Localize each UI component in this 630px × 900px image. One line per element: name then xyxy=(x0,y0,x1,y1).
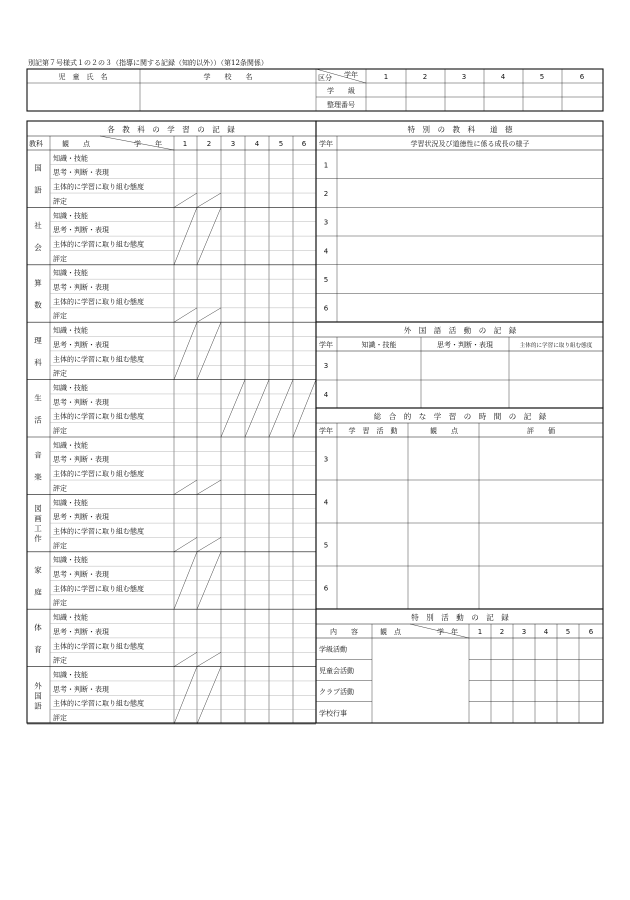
not-applicable-mark xyxy=(174,308,197,322)
col-grade-label: 学 年 xyxy=(134,140,162,148)
criterion-label: 知識・技能 xyxy=(53,211,88,220)
subj-grade-3: 3 xyxy=(230,140,236,148)
document-title: 別記第７号様式１の２の３（指導に関する記録（知的以外））（第12条関係） xyxy=(28,59,268,67)
special-title: 特 別 活 動 の 記 録 xyxy=(411,613,509,622)
subject-name-char: 音 xyxy=(34,450,42,460)
criterion-label: 主体的に学習に取り組む態度 xyxy=(53,527,144,536)
subject-name-char: 図 xyxy=(34,504,42,514)
criterion-label: 主体的に学習に取り組む態度 xyxy=(53,642,144,651)
criterion-label: 主体的に学習に取り組む態度 xyxy=(53,297,144,306)
criterion-label: 思考・判断・表現 xyxy=(53,513,109,522)
criterion-label: 知識・技能 xyxy=(53,556,88,565)
subject-block xyxy=(0,0,316,494)
special-grade-4: 4 xyxy=(543,628,549,636)
integrated-title: 総 合 的 な 学 習 の 時 間 の 記 録 xyxy=(373,412,547,421)
col-subject-label: 教科 xyxy=(29,140,43,148)
foreign-col-attitude: 主体的に学習に取り組む態度 xyxy=(519,343,593,349)
subject-name-char: 社 xyxy=(34,221,42,231)
criterion-label: 主体的に学習に取り組む態度 xyxy=(53,470,144,479)
foreign-row-3: 3 xyxy=(323,362,329,370)
integrated-row-grade: 4 xyxy=(323,498,329,507)
criterion-label: 知識・技能 xyxy=(53,269,88,278)
special-grade-3: 3 xyxy=(521,628,527,636)
criterion-label: 知識・技能 xyxy=(53,154,88,163)
subject-name-char: 体 xyxy=(34,622,42,632)
not-applicable-mark xyxy=(197,537,221,551)
header-grade-6: 6 xyxy=(579,73,585,81)
integrated-table xyxy=(316,408,603,609)
foreign-title: 外 国 語 活 動 の 記 録 xyxy=(403,326,517,335)
criterion-label: 評定 xyxy=(53,599,67,608)
not-applicable-mark xyxy=(197,193,221,207)
subject-name-char: 語 xyxy=(34,701,42,711)
special-item-label: クラブ活動 xyxy=(319,688,354,697)
criterion-label: 評定 xyxy=(53,312,67,321)
integrated-col-activity: 学 習 活 動 xyxy=(348,427,398,435)
header-grade-5: 5 xyxy=(539,73,545,81)
subject-block xyxy=(0,0,316,207)
school-name-label: 学 校 名 xyxy=(203,73,253,81)
foreign-table xyxy=(316,322,603,408)
gakkyu-label: 学 級 xyxy=(327,87,355,95)
moral-title: 特 別 の 教 科 道 徳 xyxy=(407,125,513,134)
foreign-row-4: 4 xyxy=(323,391,329,399)
criterion-label: 評定 xyxy=(53,197,67,206)
subj-grade-6: 6 xyxy=(301,140,307,148)
col-viewpoint-label: 観 点 xyxy=(62,140,90,148)
header-grade-4: 4 xyxy=(500,73,506,81)
kubun-label: 区分 xyxy=(318,74,332,82)
criterion-label: 評定 xyxy=(53,714,67,722)
subj-grade-4: 4 xyxy=(254,140,260,148)
student-name-label: 児 童 氏 名 xyxy=(58,73,108,81)
criterion-label: 思考・判断・表現 xyxy=(53,340,109,349)
integrated-col-viewpoint: 観 点 xyxy=(430,427,458,435)
criterion-label: 思考・判断・表現 xyxy=(53,226,109,235)
criterion-label: 評定 xyxy=(53,369,67,378)
subject-block xyxy=(0,0,316,380)
criterion-label: 評定 xyxy=(53,541,67,550)
subject-name-char: 作 xyxy=(34,534,42,544)
moral-row-grade: 3 xyxy=(323,218,329,227)
subject-name-char: 画 xyxy=(34,514,42,524)
criterion-label: 主体的に学習に取り組む態度 xyxy=(53,584,144,593)
subj-grade-2: 2 xyxy=(206,140,212,148)
subject-name-char: 算 xyxy=(34,278,42,288)
criterion-label: 思考・判断・表現 xyxy=(53,398,109,407)
special-item-label: 児童会活動 xyxy=(319,666,354,675)
criterion-label: 思考・判断・表現 xyxy=(53,685,109,694)
special-col-viewpoint: 観 点 xyxy=(380,628,401,636)
criterion-label: 知識・技能 xyxy=(53,613,88,622)
seiri-number-label: 整理番号 xyxy=(327,101,355,109)
subjects-table xyxy=(0,0,316,724)
special-grade-1: 1 xyxy=(477,628,483,636)
criterion-label: 思考・判断・表現 xyxy=(53,455,109,464)
moral-row-grade: 5 xyxy=(323,276,329,284)
subj-grade-1: 1 xyxy=(182,140,188,148)
header-grade-1: 1 xyxy=(383,73,389,81)
subject-name-char: 家 xyxy=(34,565,42,575)
special-table xyxy=(316,609,603,723)
criterion-label: 主体的に学習に取り組む態度 xyxy=(53,183,144,192)
integrated-rows xyxy=(316,456,603,593)
subject-name-char: 工 xyxy=(34,524,42,534)
criterion-label: 主体的に学習に取り組む態度 xyxy=(53,412,144,421)
subject-name-char: 数 xyxy=(34,300,42,310)
gakunen-label: 学年 xyxy=(344,71,358,79)
special-col-content: 内 容 xyxy=(330,628,358,636)
subject-block xyxy=(0,0,316,609)
special-col-grade: 学 年 xyxy=(437,628,458,636)
criterion-label: 評定 xyxy=(53,656,67,665)
criterion-label: 思考・判断・表現 xyxy=(53,283,109,292)
subject-rows xyxy=(0,0,316,724)
foreign-col-grade: 学年 xyxy=(319,341,333,349)
criterion-label: 知識・技能 xyxy=(53,441,88,450)
criterion-label: 主体的に学習に取り組む態度 xyxy=(53,355,144,364)
subject-block xyxy=(0,0,316,322)
moral-col-grade: 学年 xyxy=(319,140,333,148)
subject-name-char: 活 xyxy=(34,415,42,425)
criterion-label: 思考・判断・表現 xyxy=(53,168,109,177)
moral-row-grade: 4 xyxy=(323,247,329,256)
not-applicable-mark xyxy=(174,193,197,207)
header-grade-3: 3 xyxy=(461,73,467,81)
special-grade-2: 2 xyxy=(499,628,505,636)
subject-name-char: 国 xyxy=(34,163,42,173)
special-item-label: 学級活動 xyxy=(319,645,347,654)
criterion-label: 評定 xyxy=(53,427,67,435)
subj-grade-5: 5 xyxy=(278,140,284,148)
subject-name-char: 理 xyxy=(34,335,42,345)
subject-block xyxy=(0,0,316,552)
moral-row-grade: 1 xyxy=(323,161,329,170)
not-applicable-mark xyxy=(174,537,197,551)
header-grade-2: 2 xyxy=(422,73,428,81)
subject-name-char: 語 xyxy=(34,185,42,195)
integrated-row-grade: 6 xyxy=(323,584,329,593)
criterion-label: 評定 xyxy=(53,254,67,263)
subject-name-char: 育 xyxy=(34,644,42,654)
integrated-row-grade: 5 xyxy=(323,541,329,550)
subject-block xyxy=(0,0,316,724)
subject-name-char: 外 xyxy=(34,681,42,691)
not-applicable-mark xyxy=(197,308,221,322)
criterion-label: 評定 xyxy=(53,484,67,493)
moral-row-grade: 6 xyxy=(323,304,329,313)
criterion-label: 知識・技能 xyxy=(53,498,88,507)
moral-rows xyxy=(316,161,603,312)
subject-name-char: 庭 xyxy=(34,587,42,597)
subject-name-char: 会 xyxy=(34,243,42,253)
integrated-col-grade: 学年 xyxy=(319,427,333,435)
criterion-label: 主体的に学習に取り組む態度 xyxy=(53,699,144,708)
criterion-label: 知識・技能 xyxy=(53,670,88,679)
special-rows xyxy=(316,645,603,718)
special-item-label: 学校行事 xyxy=(319,709,347,718)
moral-col-desc: 学習状況及び道徳性に係る成長の様子 xyxy=(410,140,530,148)
criterion-label: 知識・技能 xyxy=(53,326,88,335)
moral-row-grade: 2 xyxy=(323,190,329,198)
moral-table xyxy=(316,121,603,322)
subject-name-char: 国 xyxy=(34,691,42,701)
not-applicable-mark xyxy=(174,480,197,494)
criterion-label: 知識・技能 xyxy=(53,383,88,392)
subjects-title: 各 教 科 の 学 習 の 記 録 xyxy=(107,125,235,134)
not-applicable-mark xyxy=(174,652,197,666)
not-applicable-mark xyxy=(197,652,221,666)
foreign-col-thinking: 思考・判断・表現 xyxy=(437,341,493,349)
special-grade-6: 6 xyxy=(588,628,594,636)
criterion-label: 思考・判断・表現 xyxy=(53,570,109,579)
foreign-col-knowledge: 知識・技能 xyxy=(361,341,397,349)
subject-name-char: 科 xyxy=(34,357,42,367)
subject-name-char: 楽 xyxy=(34,472,42,482)
subject-block xyxy=(0,0,316,667)
integrated-col-evaluation: 評 価 xyxy=(527,427,555,435)
criterion-label: 思考・判断・表現 xyxy=(53,627,109,636)
special-grade-5: 5 xyxy=(565,628,571,636)
subject-name-char: 生 xyxy=(34,393,42,403)
header-table xyxy=(27,69,603,111)
criterion-label: 主体的に学習に取り組む態度 xyxy=(53,240,144,249)
integrated-row-grade: 3 xyxy=(323,455,329,464)
not-applicable-mark xyxy=(197,480,221,494)
